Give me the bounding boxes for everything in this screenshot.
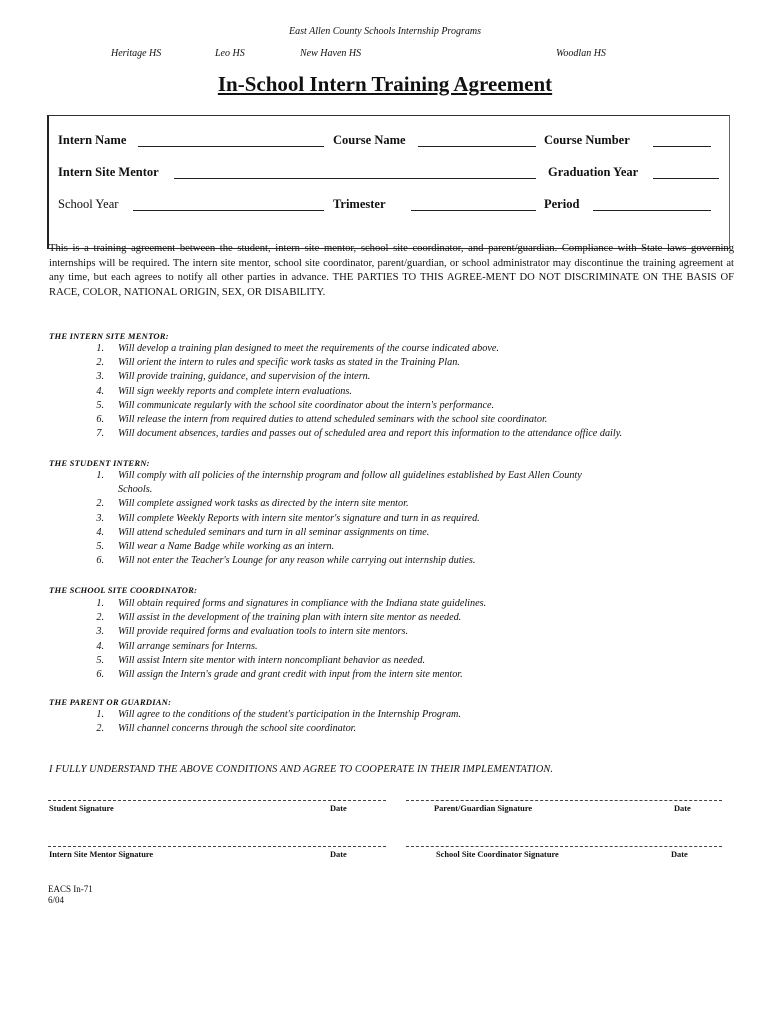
student-intern-list: [0, 469, 770, 568]
school-new-haven: New Haven HS: [300, 48, 362, 59]
list-item: 2. Will orient the intern to rules and specific work tasks as stated in the Training Plan.: [96, 357, 460, 369]
mentor-date-label: Date: [330, 850, 347, 859]
student-date-label: Date: [330, 804, 347, 813]
agreement-intro: This is a training agreement between the student, intern site mentor, school site coordinator, and parent/guardian. Compliance with State laws governing internships will be required. The intern site mentor, school site coordinator, parent/guardian, or school administrator may discontinue the training agreement at any time, but each agrees to notify all other parties in advance. THE PARTIES TO THIS AGREE-MENT DO NOT DISCRIMINATE ON THE BASIS OF RACE, COLOR, NATIONAL ORIGIN, SEX, OR DISABILITY.: [49, 243, 734, 298]
course-name-field[interactable]: [418, 134, 536, 147]
list-item: 3. Will complete Weekly Reports with intern site mentor's signature and turn in as required.: [96, 512, 480, 524]
list-item: 6. Will assign the Intern's grade and grant credit with input from the intern site mentor.: [96, 668, 463, 680]
list-item: 3. Will provide training, guidance, and supervision of the intern.: [96, 371, 371, 383]
parent-date-label: Date: [674, 804, 691, 813]
intern-name-field[interactable]: [138, 134, 324, 147]
coordinator-signature-label: School Site Coordinator Signature: [436, 850, 559, 859]
list-item: 5. Will assist Intern site mentor with intern noncompliant behavior as needed.: [96, 654, 426, 666]
list-item: 5. Will communicate regularly with the school site coordinator about the intern's performance.: [96, 399, 495, 411]
graduation-year-label: Graduation Year: [548, 165, 639, 179]
parent-guardian-heading: THE PARENT OR GUARDIAN:: [49, 697, 172, 707]
list-item: 1. Will comply with all policies of the internship program and follow all guidelines established by East Allen County: [96, 470, 582, 481]
school-site-coordinator-list: [0, 597, 770, 682]
school-year-field[interactable]: [133, 198, 324, 211]
form-date: 6/04: [48, 895, 65, 905]
coordinator-date-label: Date: [671, 850, 688, 859]
mentor-signature-label: Intern Site Mentor Signature: [49, 850, 154, 859]
intern-name-label: Intern Name: [58, 133, 127, 147]
school-heritage: Heritage HS: [111, 48, 162, 59]
list-item: 4. Will attend scheduled seminars and turn in all seminar assignments on time.: [96, 526, 430, 538]
list-item: 5. Will wear a Name Badge while working as an intern.: [96, 540, 335, 552]
list-item: 1. Will develop a training plan designed to meet the requirements of the course indicated above.: [96, 343, 499, 354]
list-item: 2. Will channel concerns through the school site coordinator.: [96, 723, 357, 735]
trimester-label: Trimester: [333, 197, 386, 211]
school-year-label: School Year: [58, 197, 119, 211]
mentor-signature-line[interactable]: [48, 846, 386, 847]
student-signature-line[interactable]: [48, 800, 386, 801]
document-title: In-School Intern Training Agreement: [217, 72, 553, 96]
school-leo: Leo HS: [215, 48, 245, 59]
student-intern-heading: THE STUDENT INTERN:: [49, 458, 150, 468]
course-number-field[interactable]: [653, 134, 711, 147]
student-signature-label: Student Signature: [49, 804, 114, 813]
intern-site-mentor-heading: THE INTERN SITE MENTOR:: [49, 331, 169, 341]
school-list: [0, 48, 770, 62]
list-item: 2. Will complete assigned work tasks as directed by the intern site mentor.: [96, 498, 409, 510]
list-item: 1. Will agree to the conditions of the student's participation in the Internship Program.: [96, 709, 461, 720]
list-item: 1. Will obtain required forms and signatures in compliance with the Indiana state guidelines.: [96, 598, 487, 609]
course-number-label: Course Number: [544, 133, 630, 147]
agreement-statement: I FULLY UNDERSTAND THE ABOVE CONDITIONS AND AGREE TO COOPERATE IN THEIR IMPLEMENTATION.: [49, 764, 553, 775]
graduation-year-field[interactable]: [653, 166, 719, 179]
intern-site-mentor-field[interactable]: [174, 166, 536, 179]
course-name-label: Course Name: [333, 133, 406, 147]
parent-signature-line[interactable]: [406, 800, 722, 801]
period-field[interactable]: [593, 198, 711, 211]
school-site-coordinator-heading: THE SCHOOL SITE COORDINATOR:: [49, 585, 198, 595]
period-label: Period: [544, 197, 580, 211]
parent-signature-label: Parent/Guardian Signature: [434, 804, 533, 813]
list-item: 6. Will release the intern from required duties to attend scheduled seminars with the school site coordinator.: [96, 413, 548, 425]
intern-site-mentor-list: [0, 342, 770, 441]
list-item: 3. Will provide required forms and evaluation tools to intern site mentors.: [96, 626, 409, 638]
intern-site-mentor-label: Intern Site Mentor: [58, 165, 159, 179]
organization-name: East Allen County Schools Internship Programs: [289, 26, 481, 37]
list-item: 4. Will arrange seminars for Interns.: [96, 640, 258, 652]
list-item: 2. Will assist in the development of the training plan with intern site mentor as needed.: [96, 612, 462, 624]
coordinator-signature-line[interactable]: [406, 846, 722, 847]
trimester-field[interactable]: [411, 198, 536, 211]
parent-guardian-list: [0, 708, 770, 736]
list-item: 7. Will document absences, tardies and passes out of scheduled area and report this information to the attendance office daily.: [96, 428, 623, 440]
list-item: 4. Will sign weekly reports and complete intern evaluations.: [96, 385, 352, 397]
list-item: 6. Will not enter the Teacher's Lounge for any reason while carrying out internship duties.: [96, 555, 476, 567]
form-id: EACS In-71: [48, 884, 93, 894]
school-woodlan: Woodlan HS: [556, 48, 606, 59]
list-item: Schools.: [118, 484, 153, 496]
